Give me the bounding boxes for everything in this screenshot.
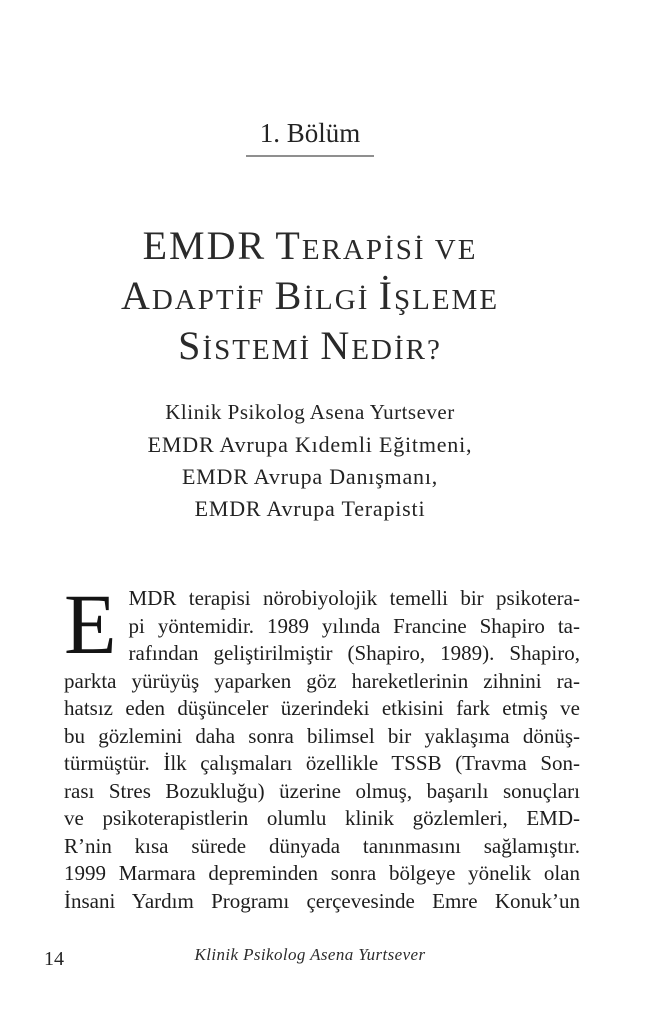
author-role: EMDR Avrupa Kıdemli Eğitmeni, <box>147 432 473 457</box>
title-line: SİSTEMİ NEDİR? <box>178 323 442 368</box>
body-line: pi yöntemidir. 1989 yılında Francine Shapiro ta- <box>128 613 580 638</box>
body-line: türmüştür. İlk çalışmaları özellikle TSSB (Travma Son- <box>64 751 580 775</box>
running-title: Klinik Psikolog Asena Yurtsever <box>194 945 426 964</box>
chapter-label: 1. Bölüm <box>246 118 375 157</box>
body-line: bu gözlemini daha sonra bilimsel bir yaklaşıma dönüş- <box>64 723 580 748</box>
body-line: rafından geliştirilmiştir (Shapiro, 1989). Shapiro, <box>128 641 580 665</box>
page-number: 14 <box>44 948 64 970</box>
body-line: İnsani Yardım Programı çerçevesinde Emre Konuk’un <box>64 888 580 913</box>
body-line: R’nin kısa sürede dünyada tanınmasını sağlamıştır. <box>64 833 580 858</box>
author-block <box>52 396 568 525</box>
drop-cap: E <box>64 576 117 672</box>
body-line: MDR terapisi nörobiyolojik temelli bir psikotera- <box>128 586 580 610</box>
author-name: Klinik Psikolog Asena Yurtsever <box>165 400 455 424</box>
author-role: EMDR Avrupa Terapisti <box>194 496 426 521</box>
body-line: rası Stres Bozukluğu) üzerine olmuş, başarılı sonuçları <box>64 778 580 803</box>
body-line: parkta yürüyüş yaparken göz hareketlerinin zihnini ra- <box>64 668 580 693</box>
title-line: ADAPTİF BİLGİ İŞLEME <box>120 273 500 318</box>
body-line: 1999 Marmara depreminden sonra bölgeye yönelik olan <box>64 861 580 885</box>
author-role: EMDR Avrupa Danışmanı, <box>181 464 439 489</box>
title-line: EMDR TERAPİSİ VE <box>142 223 478 268</box>
body-line: hatsız eden düşünceler üzerindeki etkisini fark etmiş ve <box>64 696 580 720</box>
body-lines <box>64 576 580 915</box>
chapter-heading <box>52 118 568 157</box>
body-line: ve psikoterapistlerin olumlu klinik gözlemleri, EMD- <box>64 806 580 830</box>
page-title <box>52 223 568 373</box>
author-roles <box>52 429 568 525</box>
body-paragraph <box>64 576 580 915</box>
